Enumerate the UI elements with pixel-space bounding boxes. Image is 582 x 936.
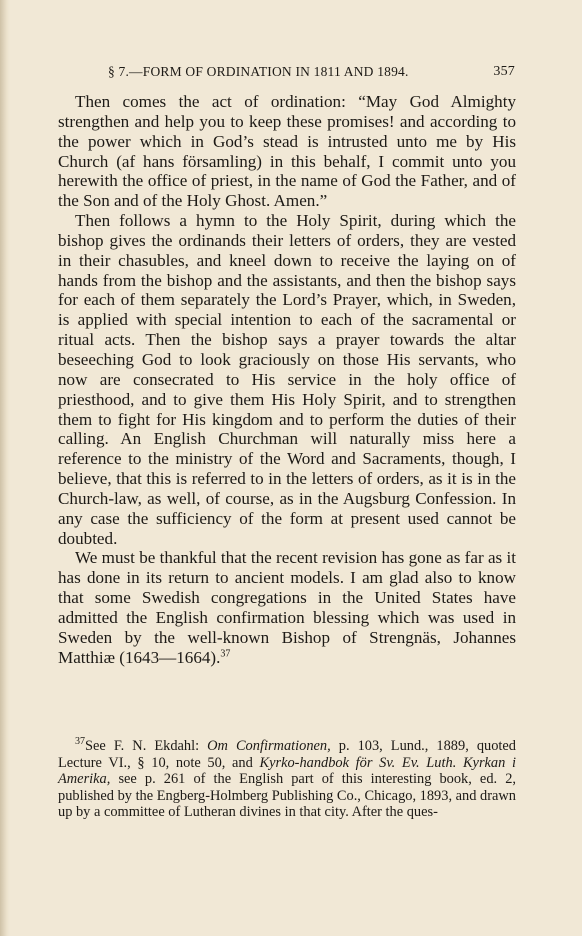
running-header — [58, 64, 515, 84]
paragraph-hymn: Then follows a hymn to the Holy Spirit, during which the bishop gives the ordinands their letters of orders, they are vested in their chasubles, and kneel down to receive the laying on of hands from the bishop and the assistants, and then the bishop says for each of them separately the Lord’s Prayer, which, in Sweden, is applied with special intention to each of the sacramental or ritual acts. Then the bishop says a prayer towards the altar beseeching God to look graciously on those His servants, who now are consecrated to His service in the holy office of priesthood, and to give them His Holy Spirit, and to strengthen them to fight for His kingdom and to perform the duties of their calling. An English Churchman will naturally miss here a reference to the ministry of the Word and Sacraments, though, I believe, that this is referred to in the letters of orders, as it is in the Church-law, as well, of course, as in the Augsburg Confession. In any case the sufficiency of the form at present used cannot be doubted. — [58, 211, 516, 548]
footnote-text-2: p. 103, Lund., 1889, quoted Lecture VI., § 10, note 50, and — [58, 738, 517, 771]
footnote — [58, 738, 516, 821]
paragraph-revision-text: We must be thankful that the recent revision has gone as far as it has done in its return to ancient models. I am glad also to know that some Swedish congregations in the United States have admitted the English confirmation blessing which was used in Sweden by the well-known Bishop of Strengnäs, Johannes Matthiæ (1643—1664). — [58, 548, 516, 667]
paragraph-ordination: Then comes the act of ordination: “May God Almighty strengthen and help you to keep these promises! and according to the power which in God’s stead is intrusted unto me by His Church (af hans församling) in this behalf, I commit unto you herewith the office of priest, in the name of God the Father, and of the Son and of the Holy Ghost. Amen.” — [58, 92, 516, 211]
body-text — [58, 92, 516, 667]
running-title: § 7.—FORM OF ORDINATION IN 1811 AND 1894. — [108, 64, 409, 79]
page-spine-shadow — [0, 0, 10, 936]
footnote-title-2: Kyrko-handbok för Sv. Ev. Luth. Kyrkan i Amerika, — [58, 754, 516, 788]
footnote-title-1: Om Confirmationen, — [207, 738, 331, 754]
footnote-reference: 37 — [220, 647, 231, 659]
paragraph-revision — [58, 548, 516, 667]
footnote-37 — [58, 738, 516, 821]
footnote-marker: 37 — [75, 736, 85, 748]
footnote-text-1: See F. N. Ekdahl: — [85, 738, 208, 754]
footnote-text-3: see p. 261 of the English part of this interesting book, ed. 2, published by the Engberg-Holmberg Publishing Co., Chicago, 1893, and drawn up by a committee of Lutheran divines in that city. After the ques- — [58, 771, 516, 821]
page-number: 357 — [493, 64, 515, 79]
